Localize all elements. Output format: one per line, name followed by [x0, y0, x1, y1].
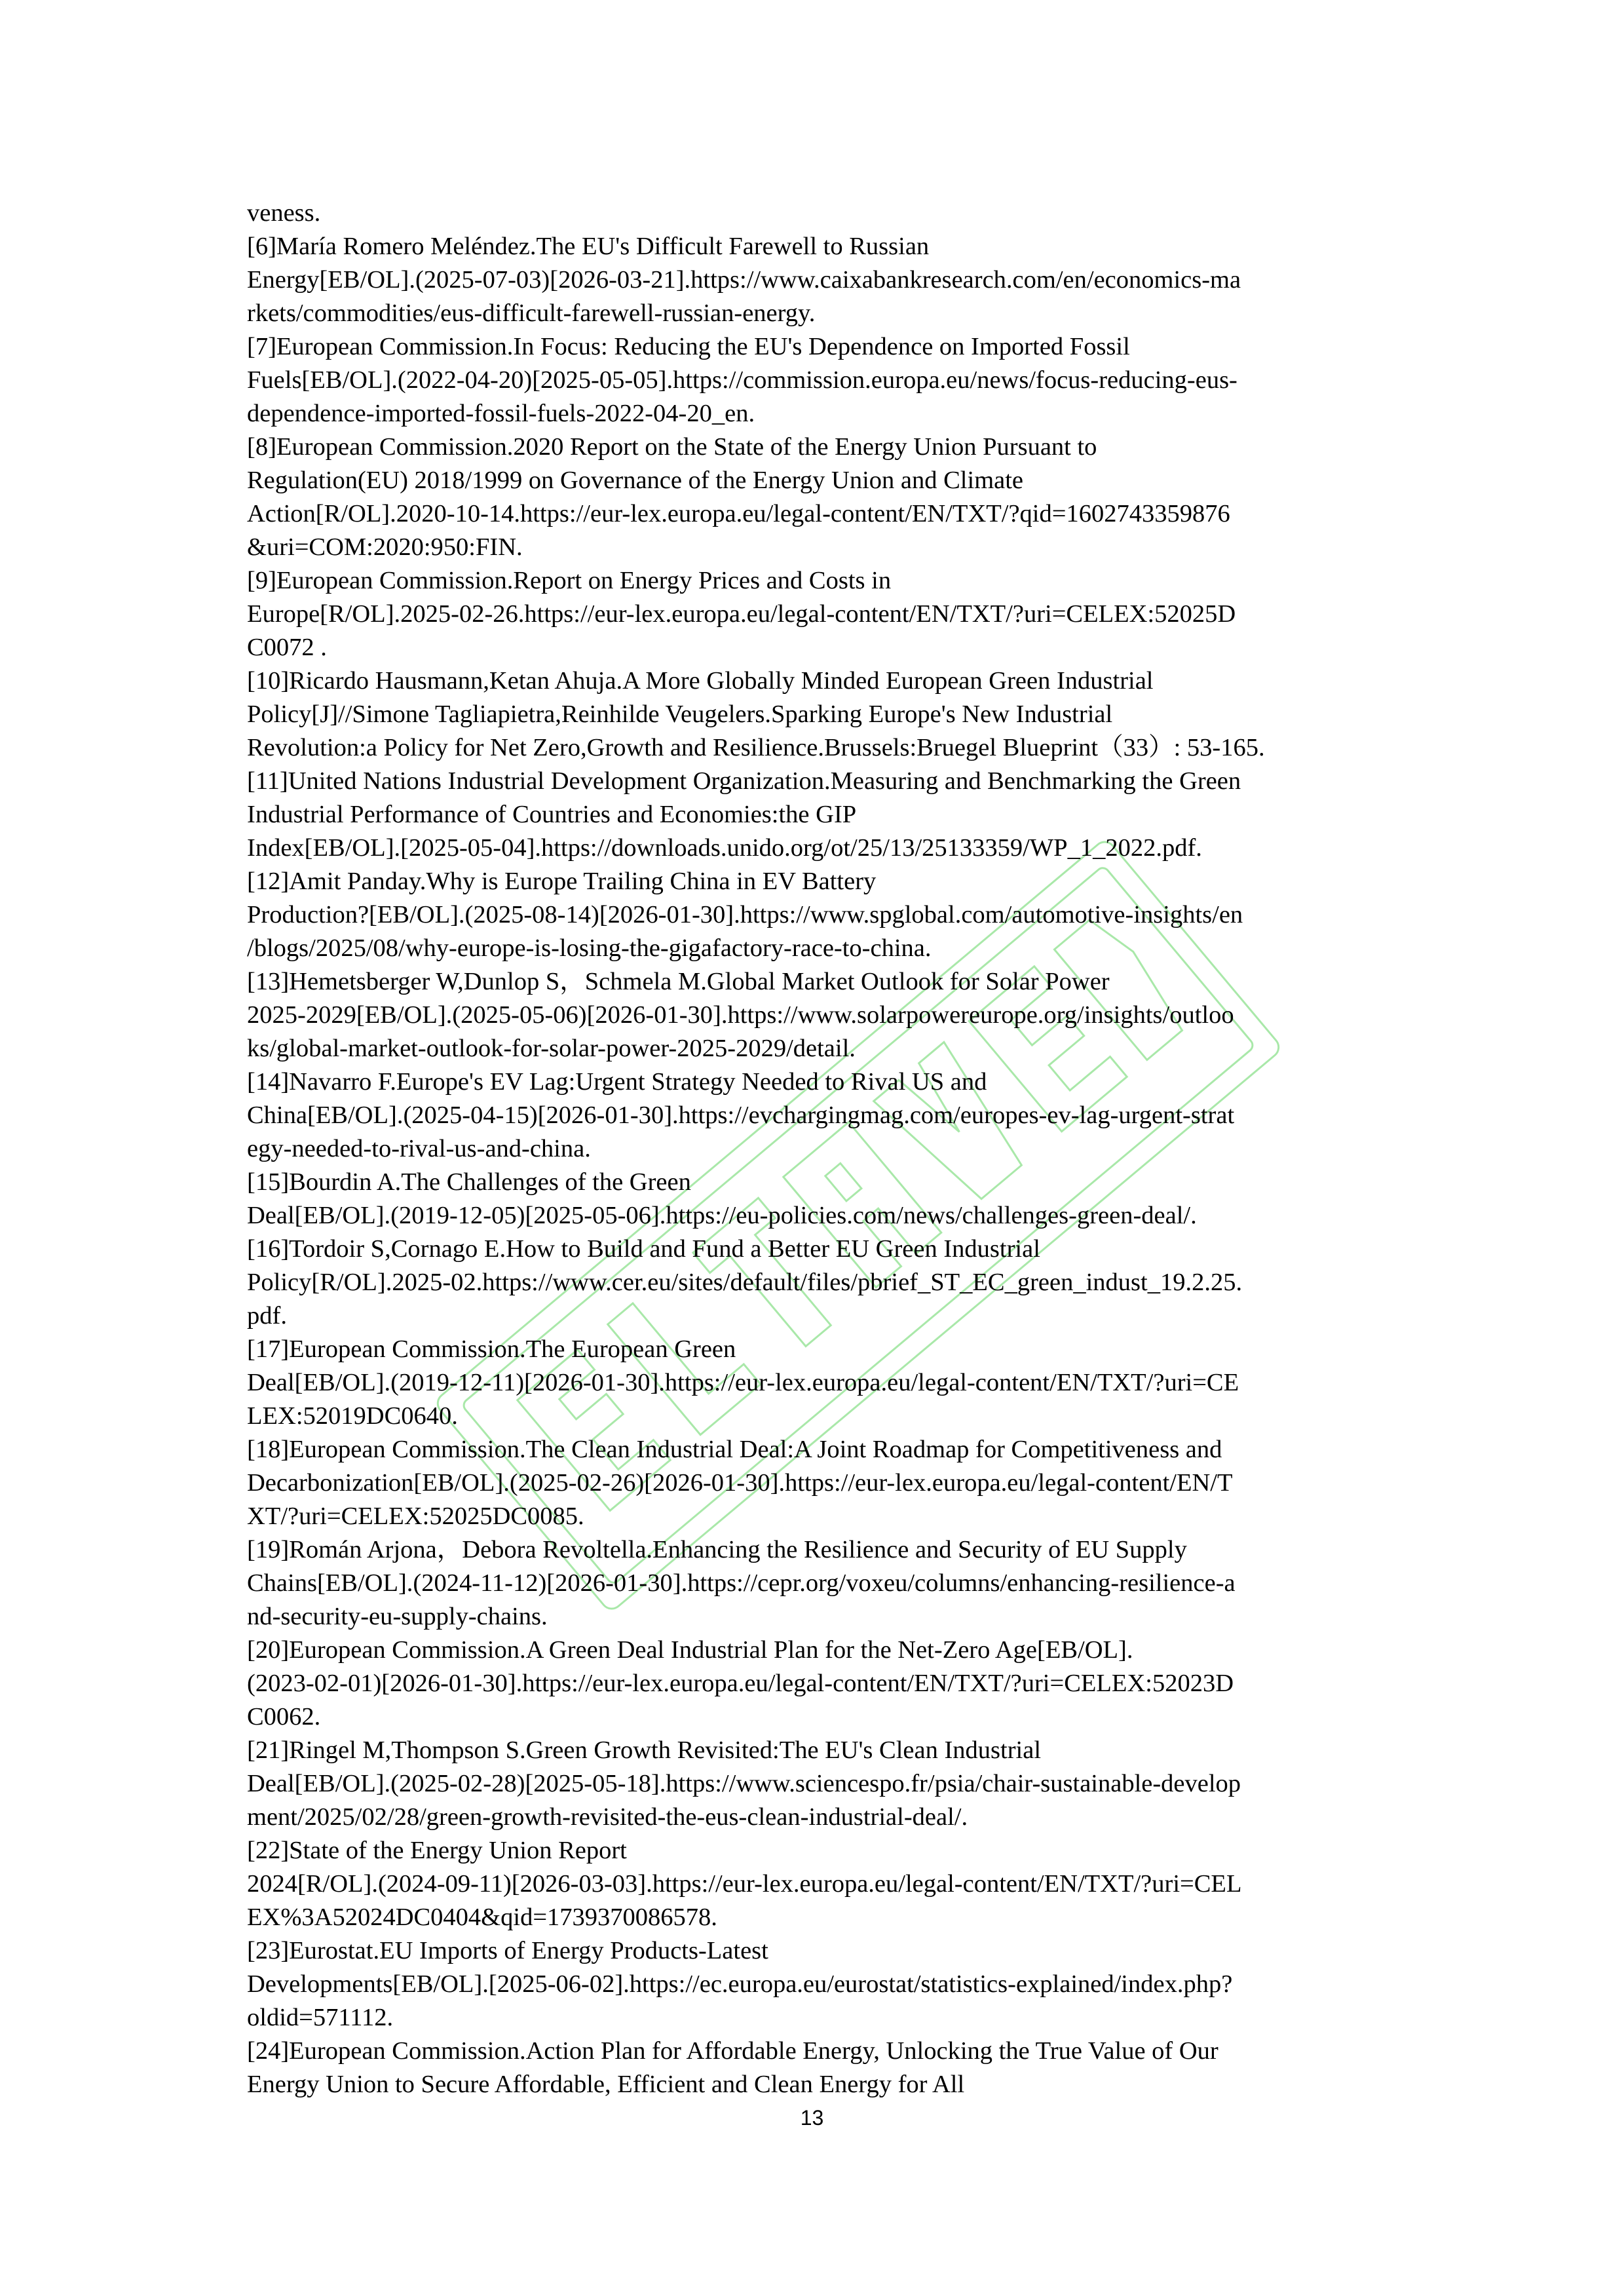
reference-line: [10]Ricardo Hausmann,Ketan Ahuja.A More Globally Minded European Green Industrial [247, 667, 1154, 695]
reference-line: C0062. [247, 1703, 321, 1731]
reference-line: C0072 . [247, 634, 327, 661]
reference-line: [17]European Commission.The European Green [247, 1335, 736, 1363]
reference-line: rkets/commodities/eus-difficult-farewell-russian-energy. [247, 299, 816, 327]
reference-line: (2023-02-01)[2026-01-30].https://eur-lex.europa.eu/legal-content/EN/TXT/?uri=CELEX:52023D [247, 1670, 1234, 1697]
reference-line: [8]European Commission.2020 Report on the State of the Energy Union Pursuant to [247, 433, 1097, 461]
reference-line: Regulation(EU) 2018/1999 on Governance of the Energy Union and Climate [247, 467, 1024, 494]
reference-line: [7]European Commission.In Focus: Reducing the EU's Dependence on Imported Fossil [247, 333, 1130, 360]
reference-line: Developments[EB/OL].[2025-06-02].https://ec.europa.eu/eurostat/statistics-explained/index.php? [247, 1970, 1233, 1998]
reference-line: [20]European Commission.A Green Deal Industrial Plan for the Net-Zero Age[EB/OL]. [247, 1636, 1133, 1664]
reference-line: veness. [247, 199, 321, 227]
reference-line: Production?[EB/OL].(2025-08-14)[2026-01-30].https://www.spglobal.com/automotive-insights/en [247, 901, 1243, 928]
reference-line: nd-security-eu-supply-chains. [247, 1603, 548, 1630]
reference-line: [12]Amit Panday.Why is Europe Trailing China in EV Battery [247, 868, 877, 895]
reference-line: EX%3A52024DC0404&qid=1739370086578. [247, 1904, 717, 1931]
reference-line: Decarbonization[EB/OL].(2025-02-26)[2026-01-30].https://eur-lex.europa.eu/legal-content/EN/T [247, 1469, 1233, 1497]
reference-line: oldid=571112. [247, 2004, 394, 2031]
reference-line: Industrial Performance of Countries and Economies:the GIP [247, 801, 857, 828]
reference-line: 2024[R/OL].(2024-09-11)[2026-03-03].https://eur-lex.europa.eu/legal-content/EN/TXT/?uri=CEL [247, 1870, 1242, 1898]
reference-line: Revolution:a Policy for Net Zero,Growth and Resilience.Brussels:Bruegel Blueprint（33）: 53-165. [247, 734, 1265, 761]
reference-line: [21]Ringel M,Thompson S.Green Growth Revisited:The EU's Clean Industrial [247, 1736, 1042, 1764]
reference-line: Index[EB/OL].[2025-05-04].https://downloads.unido.org/ot/25/13/25133359/WP_1_2022.pdf. [247, 834, 1202, 862]
reference-line: ment/2025/02/28/green-growth-revisited-the-eus-clean-industrial-deal/. [247, 1803, 968, 1831]
reference-line: Fuels[EB/OL].(2022-04-20)[2025-05-05].https://commission.europa.eu/news/focus-reducing-eus- [247, 366, 1237, 394]
reference-line: Europe[R/OL].2025-02-26.https://eur-lex.europa.eu/legal-content/EN/TXT/?uri=CELEX:52025D [247, 600, 1236, 628]
reference-line: pdf. [247, 1302, 287, 1330]
reference-line: China[EB/OL].(2025-04-15)[2026-01-30].https://evchargingmag.com/europes-ev-lag-urgent-strat [247, 1101, 1235, 1129]
reference-line: Deal[EB/OL].(2025-02-28)[2025-05-18].https://www.sciencespo.fr/psia/chair-sustainable-develop [247, 1770, 1241, 1797]
reference-line: Energy[EB/OL].(2025-07-03)[2026-03-21].https://www.caixabankresearch.com/en/economics-ma [247, 266, 1241, 294]
reference-line: Energy Union to Secure Affordable, Efficient and Clean Energy for All [247, 2071, 965, 2098]
reference-line: XT/?uri=CELEX:52025DC0085. [247, 1502, 584, 1530]
reference-line: /blogs/2025/08/why-europe-is-losing-the-gigafactory-race-to-china. [247, 934, 932, 962]
reference-line: Chains[EB/OL].(2024-11-12)[2026-01-30].https://cepr.org/voxeu/columns/enhancing-resilience-a [247, 1569, 1236, 1597]
reference-line: [18]European Commission.The Clean Industrial Deal:A Joint Roadmap for Competitiveness and [247, 1436, 1222, 1463]
reference-line: egy-needed-to-rival-us-and-china. [247, 1135, 591, 1162]
reference-line: ks/global-market-outlook-for-solar-power-2025-2029/detail. [247, 1035, 856, 1062]
reference-line: [6]María Romero Meléndez.The EU's Difficult Farewell to Russian [247, 233, 930, 260]
reference-line: Policy[J]//Simone Tagliapietra,Reinhilde Veugelers.Sparking Europe's New Industrial [247, 700, 1113, 728]
reference-line: [9]European Commission.Report on Energy Prices and Costs in [247, 567, 892, 594]
reference-line: [13]Hemetsberger W,Dunlop S，Schmela M.Global Market Outlook for Solar Power [247, 968, 1110, 995]
reference-line: Action[R/OL].2020-10-14.https://eur-lex.europa.eu/legal-content/EN/TXT/?qid=1602743359876 [247, 500, 1230, 527]
reference-line: dependence-imported-fossil-fuels-2022-04-20_en. [247, 400, 755, 427]
reference-line: LEX:52019DC0640. [247, 1402, 458, 1430]
page-number: 13 [800, 2106, 824, 2130]
reference-line: 2025-2029[EB/OL].(2025-05-06)[2026-01-30].https://www.solarpowereurope.org/insights/outloo [247, 1001, 1234, 1029]
reference-list [247, 197, 1387, 2101]
reference-line: &uri=COM:2020:950:FIN. [247, 533, 523, 561]
reference-line: Policy[R/OL].2025-02.https://www.cer.eu/sites/default/files/pbrief_ST_EC_green_indust_19.2.25. [247, 1269, 1243, 1296]
reference-line: Deal[EB/OL].(2019-12-11)[2026-01-30].https://eur-lex.europa.eu/legal-content/EN/TXT/?uri=CE [247, 1369, 1239, 1396]
reference-line: [23]Eurostat.EU Imports of Energy Products-Latest [247, 1937, 768, 1964]
reference-line: [11]United Nations Industrial Development Organization.Measuring and Benchmarking the Green [247, 767, 1241, 795]
reference-line: [22]State of the Energy Union Report [247, 1837, 627, 1864]
reference-line: [16]Tordoir S,Cornago E.How to Build and Fund a Better EU Green Industrial [247, 1235, 1040, 1263]
reference-line: Deal[EB/OL].(2019-12-05)[2025-05-06].https://eu-policies.com/news/challenges-green-deal/. [247, 1202, 1197, 1229]
reference-line: [24]European Commission.Action Plan for Affordable Energy, Unlocking the True Value of Our [247, 2037, 1218, 2065]
reference-line: [19]Román Arjona，Debora Revoltella.Enhancing the Resilience and Security of EU Supply [247, 1536, 1187, 1563]
reference-line: [15]Bourdin A.The Challenges of the Green [247, 1168, 691, 1196]
reference-line: [14]Navarro F.Europe's EV Lag:Urgent Strategy Needed to Rival US and [247, 1068, 987, 1096]
